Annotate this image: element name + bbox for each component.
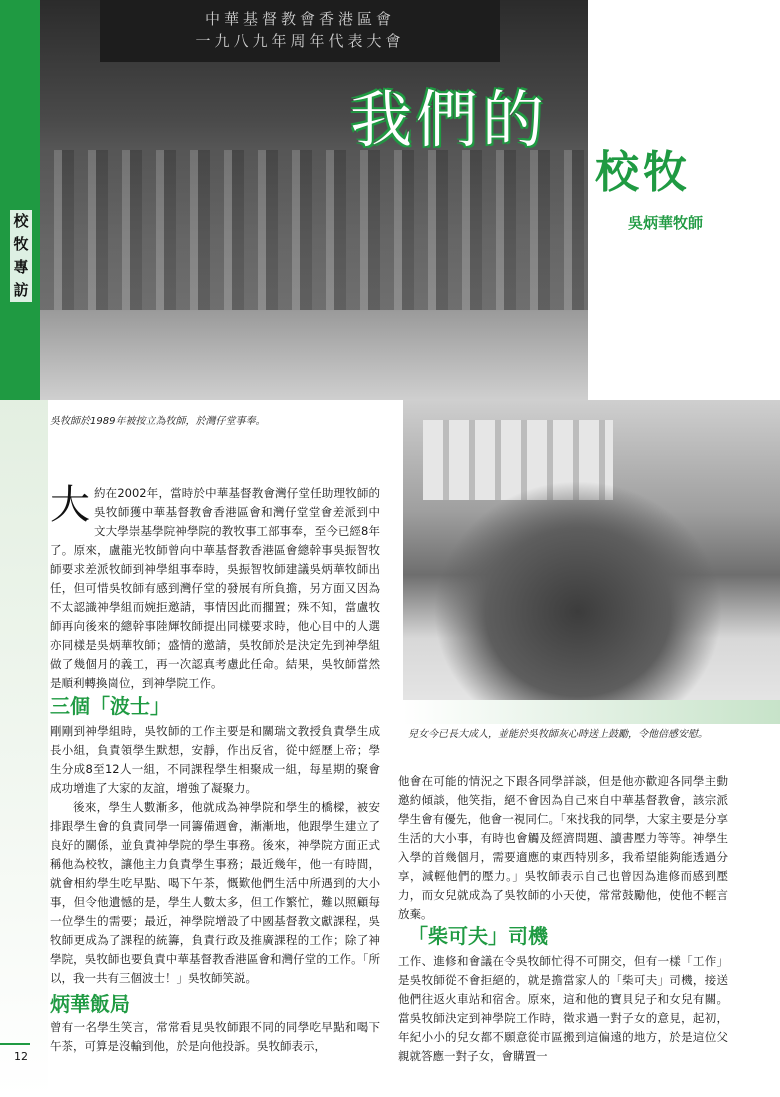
section-label: 校牧專訪: [10, 210, 32, 302]
photo-frame: [403, 700, 780, 724]
banner-line-1: 中華基督教會香港區會: [204, 10, 395, 28]
banner-line-2: 一九八九年周年代表大會: [195, 32, 405, 50]
intro-text: 約在2002年，當時於中華基督教會灣仔堂任助理牧師的吳牧師獲中華基督教會香港區會和灣仔堂堂會差派到中文大學崇基學院神學院的教牧事工部事奉，至今已經8年了。原來，盧龍光牧師曾向中華基督教香港區會總幹事吳振智牧師要求差派牧師到神學組事奉時，吳振智牧師建議吳炳華牧師出任，但可惜吳牧師有感到灣仔堂的發展有所負擔，另方面又因為不太認識神學組而婉拒邀請，事情因此而擱置；殊不知，當盧牧師再向後來的總幹事陸輝牧師提出同樣要求時，他心目中的人選亦同樣是吳炳華牧師；盛情的邀請，吳牧師於是決定先到神學組做了幾個月的義工，再一次認真考慮此任命。結果，吳牧師當然是順利轉換崗位，到神學院工作。: [50, 486, 380, 690]
section1-para-2: 後來，學生人數漸多，他就成為神學院和學生的橋樑，被安排跟學生會的負責同學一同籌備週會，漸漸地，他跟學生建立了良好的關係，並負責神學院的學生事務。後來，神學院方面正式稱他為校牧，讓他主力負責學生事務；最近幾年，他一有時間，就會相約學生吃早點、喝下午茶，慨歎他們生活中所遇到的大小事，但令他遺憾的是，學生人數太多，但工作繁忙，難以照顧每一位學生的需要；最近，神學院增設了中國基督教文獻課程，吳牧師更成為了課程的統籌，負責行政及推廣課程的工作；除了神學院，吳牧師也要負責中華基督教香港區會和灣仔堂的工作。「所以，我一共有三個波士！」吳牧師笑説。: [50, 800, 380, 985]
side-wash: [0, 400, 48, 1097]
heading-three-bosses: 三個「波士」: [50, 694, 170, 718]
heading-dinner: 炳華飯局: [50, 992, 130, 1016]
photo-family: [433, 480, 723, 700]
heading-driver: 「柴可夫」司機: [408, 924, 548, 948]
col2-body: [398, 772, 728, 924]
section1-body: [50, 722, 380, 988]
col2-para-1: 他會在可能的情況之下跟各同學詳談，但是他亦歡迎各同學主動邀約傾談，他笑指，絕不會因為自己來自中華基督教會，該宗派學生會有優先，他會一視同仁。「來找我的同學，大家主要是分享生活的大小事，有時也會觸及經濟問題、讀書壓力等等。神學生入學的首幾個月，需要適應的東西特別多，我希望能夠能透過分享，減輕他們的壓力。」吳牧師表示自己也曾因為進修而感到壓力，而女兒就成為了吳牧師的小天使，常常鼓勵他，使他不輕言放棄。: [398, 774, 728, 921]
photo2-caption: 兒女今已長大成人，並能於吳牧師灰心時送上鼓勵，令他倍感安慰。: [408, 729, 708, 740]
section2-para-1: 曾有一名學生笑言，常常看見吳牧師跟不同的同學吃早點和喝下午茶，可算是沒輸到他，於是向他投訴。吳牧師表示，: [50, 1020, 380, 1053]
green-band: [0, 0, 40, 400]
byline: 吳炳華牧師: [628, 214, 704, 232]
page-rule: [0, 1043, 30, 1045]
title-line-1: 我們的: [350, 83, 549, 156]
section1-para-1: 剛剛到神學組時，吳牧師的工作主要是和關瑞文教授負責學生成長小組，負責領學生默想，安靜，作出反省，從中經歷上帝；學生分成8至12人一組，不同課程學生相聚成一組，每星期的聚會成功增進了大家的友誼，增強了凝聚力。: [50, 724, 380, 795]
section3-body: [398, 952, 728, 1066]
dropcap: 大: [50, 482, 90, 528]
page-number: 12: [14, 1050, 28, 1063]
title-line-2: 校牧: [595, 147, 691, 198]
photo-banner: [100, 0, 500, 62]
intro-paragraph: [50, 484, 380, 693]
section2-body: [50, 1018, 380, 1056]
photo1-caption: 吳牧師於1989年被按立為牧師，於灣仔堂事奉。: [50, 416, 266, 427]
photo-floor: [40, 310, 588, 400]
section3-para-1: 工作、進修和會議在令吳牧師忙得不可開交，但有一樣「工作」是吳牧師從不會拒絕的，就是擔當家人的「柴可夫」司機，接送他們往返火車站和宿舍。原來，這和他的寶貝兒子和女兒有關。當吳牧師決定到神學院工作時，徵求過一對子女的意見，起初，年紀小小的兒女都不願意從市區搬到這偏遠的地方，於是這位父親就答應一對子女，會購置一: [398, 954, 728, 1063]
family-photo: [403, 400, 780, 718]
